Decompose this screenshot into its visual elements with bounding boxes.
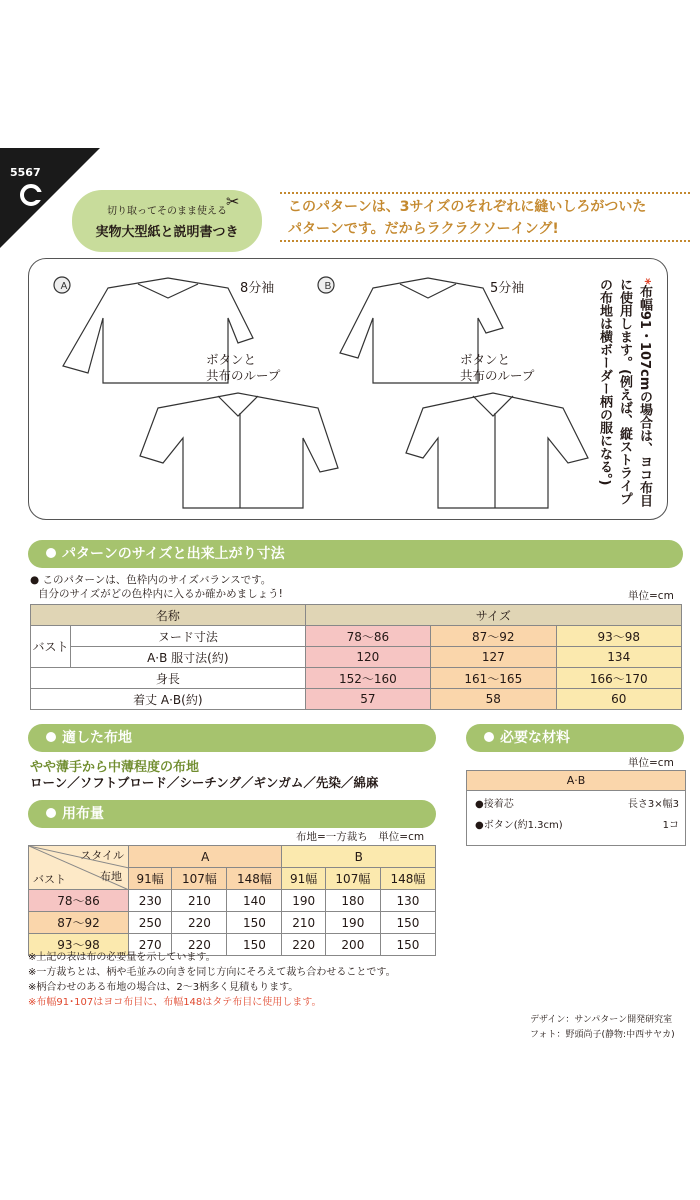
material-item: [467, 812, 685, 845]
style-a-front-collar: [138, 284, 198, 298]
bullet-icon: [46, 548, 56, 558]
yardage-cell: 200: [325, 934, 380, 956]
bullet-icon: [46, 808, 56, 818]
headline-line-1: このパターンは、3サイズのそれぞれに縫いしろがついた: [288, 199, 647, 215]
bullet-icon: [484, 732, 494, 742]
material-value: 1コ: [662, 820, 679, 831]
material-name: ●接着芯: [475, 799, 514, 810]
size-cell: 166〜170: [556, 668, 681, 689]
yardage-cell: 270: [129, 934, 172, 956]
yardage-cell: 220: [282, 934, 325, 956]
yardage-bust: 78〜86: [29, 890, 129, 912]
style-b-letter: B: [324, 281, 332, 292]
size-cell: 58: [431, 689, 556, 710]
fabric-list: ローン／ソフトブロード／シーチング／ギンガム／先染／綿麻: [30, 775, 379, 790]
material-item: [467, 791, 685, 812]
photo-credit: フォト：野頭尚子(静物:中西サヤカ): [530, 1030, 675, 1040]
yardage-cell: 130: [380, 890, 435, 912]
yardage-cell: 230: [129, 890, 172, 912]
yardage-cell: 150: [227, 934, 282, 956]
style-b-back-collar: [473, 396, 513, 416]
yardage-cell: 150: [380, 934, 435, 956]
footnote: ※上記の表は布の必要量を示しています。: [28, 952, 216, 963]
size-cell: 120: [305, 647, 430, 668]
style-a-back-collar: [218, 396, 258, 416]
size-cell: 127: [431, 647, 556, 668]
size-cell: 57: [305, 689, 430, 710]
fabric-grain-note: [594, 278, 654, 510]
style-label: スタイル: [80, 849, 124, 862]
yardage-cell: 210: [282, 912, 325, 934]
headline-line-2: パターンです。だからラクラクソーイング!: [288, 221, 559, 237]
width-header: 91幅: [129, 868, 172, 890]
yardage-section-header: [28, 800, 436, 828]
yardage-cell: 220: [172, 912, 227, 934]
footnotes: [28, 950, 396, 1010]
size-section-title: パターンのサイズと出来上がり寸法: [62, 546, 285, 562]
size-row-label: 身長: [31, 668, 306, 689]
width-header: 148幅: [380, 868, 435, 890]
width-header: 107幅: [325, 868, 380, 890]
style-a-button-note-2: 共布のループ: [206, 368, 281, 383]
style-a-header: A: [129, 846, 282, 868]
footnote-red: ※布幅91･107はヨコ布目に、布幅148はタテ布目に使用します。: [28, 997, 322, 1008]
yardage-bust: 93〜98: [29, 934, 129, 956]
style-b-back-drawing: [406, 393, 588, 508]
fabric-label: 布地: [100, 870, 122, 883]
yardage-cell: 150: [380, 912, 435, 934]
headline: [280, 192, 690, 242]
yardage-cell: 190: [325, 912, 380, 934]
garment-illustrations: [28, 258, 668, 520]
materials-unit: 単位=cm: [628, 757, 674, 769]
size-row-label: 着丈 A·B(約): [31, 689, 306, 710]
credits: [530, 1013, 675, 1043]
style-a-letter: A: [60, 281, 68, 292]
yardage-row: [29, 912, 436, 934]
style-a-back-drawing: [140, 393, 338, 508]
yardage-section-title: 用布量: [62, 806, 104, 822]
materials-section-header: [466, 724, 684, 752]
yardage-cell: 220: [172, 934, 227, 956]
design-credit: デザイン：サンパターン開発研究室: [530, 1015, 673, 1025]
yardage-cell: 190: [282, 890, 325, 912]
bust-label: バスト: [31, 626, 71, 668]
style-a-button-note-1: ボタンと: [206, 352, 257, 367]
size-unit: 単位=cm: [628, 590, 674, 602]
size-cell: 93〜98: [556, 626, 681, 647]
style-b-button-note-1: ボタンと: [460, 352, 511, 367]
yardage-cell: 140: [227, 890, 282, 912]
material-name: ●ボタン(約1.3cm): [475, 820, 563, 831]
yardage-bust: 87〜92: [29, 912, 129, 934]
size-cell: 134: [556, 647, 681, 668]
style-b-front-collar: [400, 284, 456, 298]
size-header-size: サイズ: [305, 605, 681, 626]
brand-logo-icon: [20, 184, 42, 206]
yardage-note: 布地=一方裁ち 単位=cm: [296, 831, 425, 843]
yardage-cell: 180: [325, 890, 380, 912]
width-header: 107幅: [172, 868, 227, 890]
badge-small-text: 切り取ってそのまま使える: [107, 206, 227, 217]
bullet-icon: [46, 732, 56, 742]
material-value: 長さ3×幅3: [627, 799, 679, 810]
size-row-label: A·B 服寸法(約): [71, 647, 306, 668]
style-b-header: B: [282, 846, 436, 868]
style-b-sleeve-label: 5分袖: [490, 281, 525, 296]
size-cell: 78〜86: [305, 626, 430, 647]
bust-label-yardage: バスト: [33, 873, 66, 886]
yardage-table: [28, 845, 436, 956]
fabric-subtitle: やや薄手から中薄程度の布地: [30, 760, 200, 775]
badge-big-text: 実物大型紙と説明書つき: [95, 225, 239, 240]
yardage-cell: 150: [227, 912, 282, 934]
size-cell: 161〜165: [431, 668, 556, 689]
yardage-cell: 250: [129, 912, 172, 934]
fabric-section-header: [28, 724, 436, 752]
size-header-name: 名称: [31, 605, 306, 626]
note-asterisk: *: [637, 278, 652, 285]
yardage-cell: 210: [172, 890, 227, 912]
materials-section-title: 必要な材料: [500, 730, 570, 746]
style-a-sleeve-label: 8分袖: [240, 281, 275, 296]
width-header: 91幅: [282, 868, 325, 890]
footnote: ※柄合わせのある布地の場合は、2〜3柄多く見積もります。: [28, 982, 299, 993]
materials-header: A·B: [467, 771, 685, 791]
size-section-header: [28, 540, 683, 568]
yardage-corner-cell: [29, 846, 129, 890]
size-cell: 60: [556, 689, 681, 710]
size-note-1: ● このパターンは、色枠内のサイズバランスです。: [30, 574, 272, 586]
size-row-label: ヌード寸法: [71, 626, 306, 647]
note-text: 布幅91・107cmの場合は、ヨコ布目に使用します。(例えば、縦ストライプの布地は横ボーダー柄の服になる。): [597, 278, 652, 508]
materials-table: [466, 770, 686, 846]
yardage-row: [29, 890, 436, 912]
style-b-button-note-2: 共布のループ: [460, 368, 535, 383]
width-header: 148幅: [227, 868, 282, 890]
fabric-section-title: 適した布地: [62, 730, 132, 746]
pattern-number: 5567: [10, 166, 41, 179]
footnote: ※一方裁ちとは、柄や毛並みの向きを同じ方向にそろえて裁ち合わせることです。: [28, 967, 396, 978]
size-table: [30, 604, 682, 710]
size-cell: 152〜160: [305, 668, 430, 689]
size-cell: 87〜92: [431, 626, 556, 647]
size-note-2: 自分のサイズがどの色枠内に入るか確かめましょう!: [38, 588, 283, 600]
scissors-icon: ✂: [226, 192, 240, 211]
